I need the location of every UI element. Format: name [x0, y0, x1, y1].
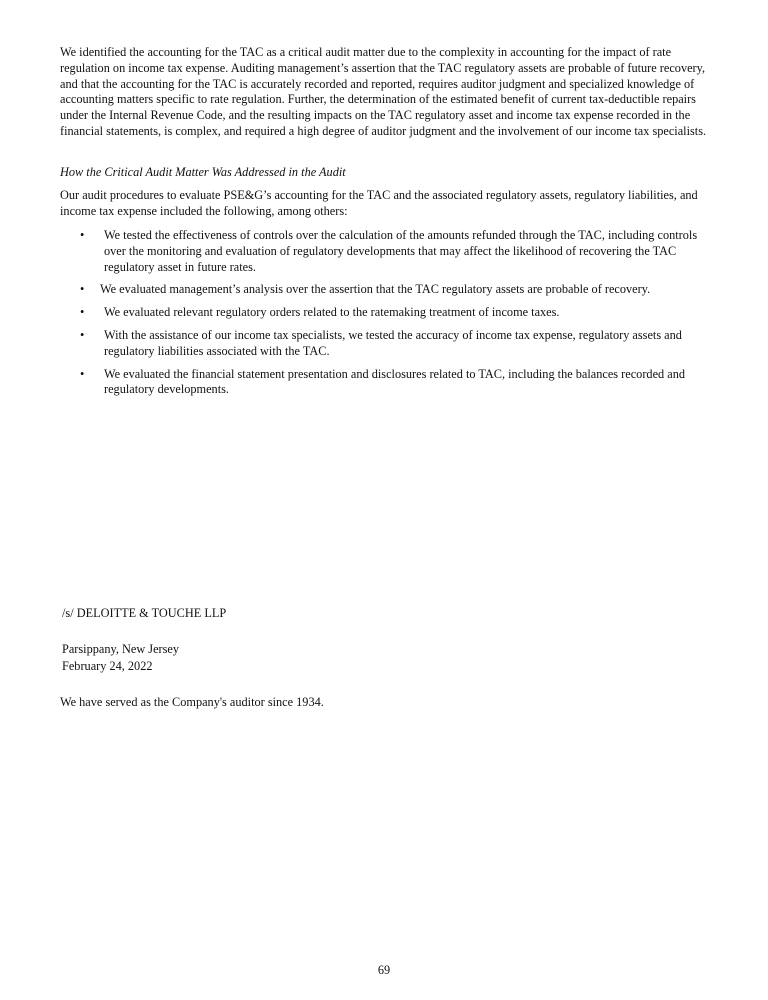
bullet-icon: • — [80, 305, 85, 320]
bullet-icon: • — [80, 327, 85, 342]
list-item — [60, 305, 710, 321]
list-item-text: We evaluated the financial statement presentation and disclosures related to TAC, including the balances recorded and regulatory developments. — [104, 366, 686, 397]
auditor-signature: /s/ DELOITTE & TOUCHE LLP — [62, 606, 227, 620]
list-item-text: We evaluated relevant regulatory orders related to the ratemaking treatment of income taxes. — [104, 305, 560, 320]
auditor-tenure-statement: We have served as the Company's auditor since 1934. — [60, 695, 324, 709]
audit-procedures-list — [60, 228, 710, 405]
signature-location: Parsippany, New Jersey — [62, 642, 180, 656]
bullet-icon: • — [80, 282, 85, 297]
list-item-text: With the assistance of our income tax specialists, we tested the accuracy of income tax expense, regulatory assets and regulatory liabilities associated with the TAC. — [104, 327, 682, 358]
list-item — [60, 282, 710, 298]
bullet-icon: • — [80, 228, 85, 242]
list-item-text: We tested the effectiveness of controls over the calculation of the amounts refunded through the TAC, including controls over the monitoring and evaluation of regulatory developments that may affect the likelihood of recovering the TAC regulatory asset in future rates. — [104, 228, 698, 274]
bullet-icon: • — [80, 366, 85, 381]
list-item — [60, 328, 710, 360]
page-number: 69 — [377, 963, 391, 977]
section-heading: How the Critical Audit Matter Was Addressed in the Audit — [60, 165, 346, 179]
critical-audit-matter-paragraph: We identified the accounting for the TAC as a critical audit matter due to the complexity in accounting for the impact of rate regulation on income tax expense. Auditing management’s assertion that the TAC regulatory assets are probable of future recovery, and that the accounting for the TAC is accurately recorded and reported, requires auditor judgment and specialized knowledge of accounting matters specific to rate regulation. Further, the determination of the estimated benefit of current tax-deductible repairs under the Internal Revenue Code, and the resulting impacts on the TAC regulatory asset and income tax expense recorded in the financial statements, is complex, and required a high degree of auditor judgment and the involvement of our income tax specialists. — [60, 45, 707, 138]
audit-procedures-intro: Our audit procedures to evaluate PSE&G’s accounting for the TAC and the associated regulatory assets, regulatory liabilities, and income tax expense included the following, among others: — [60, 188, 698, 218]
list-item — [60, 228, 710, 275]
list-item-text: We evaluated management’s analysis over the assertion that the TAC regulatory assets are probable of recovery. — [100, 282, 651, 297]
list-item — [60, 367, 710, 399]
signature-date: February 24, 2022 — [62, 659, 153, 673]
